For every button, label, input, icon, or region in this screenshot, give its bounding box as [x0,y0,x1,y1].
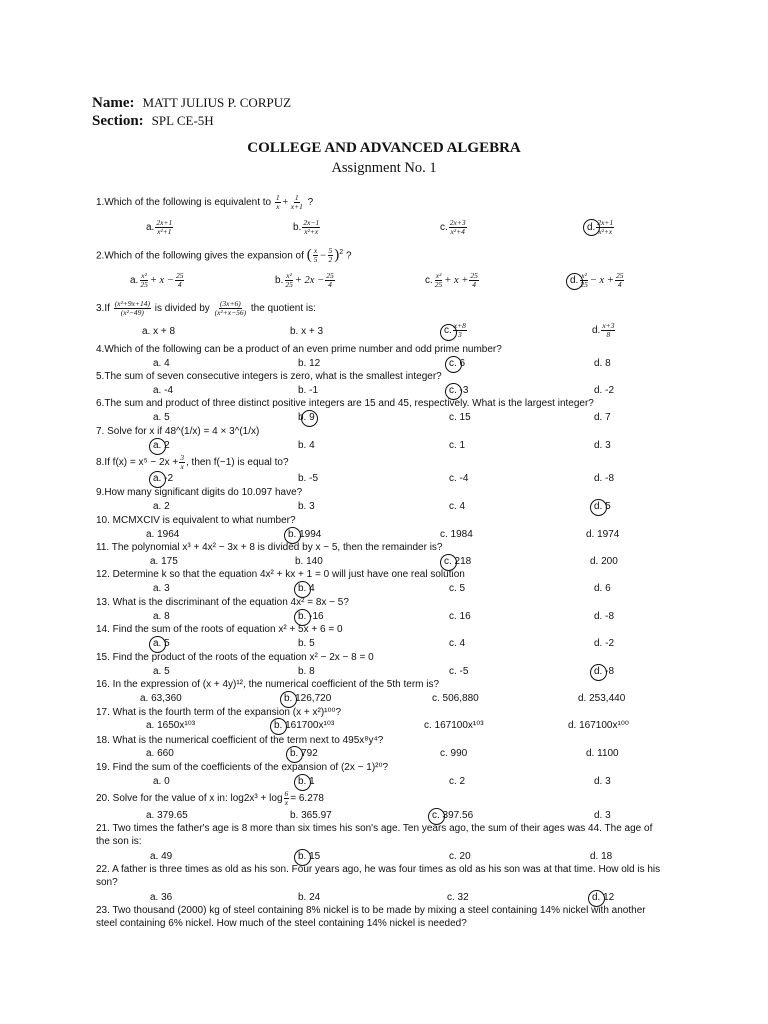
q7-option-b: b. 4 [298,440,315,451]
q20-option-c: c. 397.56 [432,810,474,821]
question-16: 16. In the expression of (x + 4y)¹², the numerical coefficient of the 5th term is? [96,679,440,690]
question-5: 5.The sum of seven consecutive integers is zero, what is the smallest integer? [96,371,442,382]
q19-option-a: a. 0 [153,776,170,787]
question-13: 13. What is the discriminant of the equation 4x² = 8x − 5? [96,597,349,608]
q5-option-b: b. -1 [298,385,319,396]
q9-option-b: b. 3 [298,501,315,512]
q2-option-b: b. $\frac{\text{x²}}{25}$ + 2x − $\frac{25}{4}$ [275,271,334,289]
student-name: MATT JULIUS P. CORPUZ [142,95,292,110]
q19-option-c: c. 2 [449,776,466,787]
q20-option-a: a. 379.65 [146,810,188,821]
q3-option-b: b. x + 3 [290,326,324,337]
q17-option-a: a. 1650x¹⁰³ [146,720,196,731]
document-subtitle: Assignment No. 1 [331,160,437,176]
answer-circle [440,324,457,341]
q20-option-b: b. 365.97 [290,810,332,821]
q14-option-b: b. 5 [298,638,315,649]
q22-option-c: c. 32 [447,892,469,903]
question-6: 6.The sum and product of three distinct positive integers are 15 and 45, respectively. What is the largest integer? [96,398,594,409]
q16-option-d: d. 253,440 [578,693,626,704]
question-3: 3.If $\frac{\text{(x²+9x+14)}}{\text{(x²−49)}}$ is divided by $\frac{(3x+6)}{\text{(x²+x−56)}}$ the quotient is: [96,299,316,317]
q11-option-b: b. 140 [295,556,323,567]
q11-option-a: a. 175 [150,556,178,567]
q2-option-d: d. $\frac{\text{x²}}{25}$ − x + $\frac{25}{4}$ [570,271,624,289]
q21-option-d: d. 18 [590,851,613,862]
q11-option-d: d. 200 [590,556,618,567]
section-label: Section: [92,113,144,129]
answer-circle [294,774,311,791]
q7-option-c: c. 1 [449,440,466,451]
q8-option-c: c. -4 [449,473,469,484]
q12-option-d: d. 6 [594,583,611,594]
q17-option-c: c. 167100x¹⁰³ [424,720,484,731]
q4-option-d: d. 8 [594,358,611,369]
q4-option-c: c. 6 [449,358,466,369]
question-2: 2.Which of the following gives the expansion of ( $\frac{x}{5}$ − $\frac{5}{2}$ )$^2$ ? [96,246,352,265]
q16-option-a: a. 63,360 [140,693,182,704]
answer-circle [566,273,583,290]
q1-option-a: a. $\frac{2x+1}{\text{x²+1}}$ [146,218,173,236]
q6-option-c: c. 15 [449,412,471,423]
answer-circle [583,219,600,236]
question-8: 8.If f(x) = x⁵ − 2x + $\frac{3}{x}$ , then f(−1) is equal to? [96,453,289,471]
q1-option-d: d. $\frac{2x+1}{\text{x²+x}}$ [587,218,614,236]
q22-option-a: a. 36 [150,892,173,903]
q8-option-b: b. -5 [298,473,319,484]
q9-option-d: d. 5 [594,501,611,512]
question-4: 4.Which of the following can be a product of an even prime number and odd prime number? [96,344,502,355]
q18-option-a: a. 660 [146,748,174,759]
q6-option-d: d. 7 [594,412,611,423]
q1-option-c: c. $\frac{2x+3}{\text{x²+4}}$ [440,218,466,236]
q19-option-d: d. 3 [594,776,611,787]
question-7: 7. Solve for x if 48^(1/x) = 4 × 3^(1/x) [96,426,260,437]
q10-option-a: a. 1964 [146,529,180,540]
question-9: 9.How many significant digits do 10.097 have? [96,487,303,498]
q2-option-c: c. $\frac{\text{x²}}{25}$ + x + $\frac{25}{4}$ [425,271,478,289]
q2-option-a: a. $\frac{\text{x²}}{25}$ + x − $\frac{25}{4}$ [130,271,184,289]
q10-option-b: b. 1994 [288,529,322,540]
q18-option-b: b. 792 [290,748,318,759]
q14-option-a: a. 5 [153,638,170,649]
question-23: 23. Two thousand (2000) kg of steel containing 8% nickel is to be made by mixing a steel containing 14% nickel with another steel containing 6% nickel. How much of the steel containing 14% nickel is needed? [96,905,646,929]
name-line [92,94,291,112]
q8-option-a: a. -2 [153,473,174,484]
q21-option-b: b. 15 [298,851,321,862]
q6-option-b: b. 9 [298,412,315,423]
section-line [92,112,214,130]
q4-option-b: b. 12 [298,358,321,369]
q13-option-d: d. -8 [594,611,615,622]
q19-option-b: b. 1 [298,776,315,787]
question-10: 10. MCMXCIV is equivalent to what number? [96,515,296,526]
question-1: 1.Which of the following is equivalent to $\frac{1}{x}$ + $\frac{1}{x+1}$ ? [96,193,314,211]
q5-option-a: a. -4 [153,385,174,396]
q22-option-b: b. 24 [298,892,321,903]
document-title: COLLEGE AND ADVANCED ALGEBRA [247,140,521,156]
q16-option-c: c. 506,880 [432,693,479,704]
q15-option-b: b. 8 [298,666,315,677]
q21-option-c: c. 20 [449,851,471,862]
q15-option-c: c. -5 [449,666,469,677]
question-19: 19. Find the sum of the coefficients of the expansion of (2x − 1)²⁰? [96,762,389,773]
q3-option-c: c. $\frac{x+8}{3}$ [444,321,466,339]
section-value: SPL CE-5H [151,113,214,128]
q14-option-c: c. 4 [449,638,466,649]
q17-option-b: b. 161700x¹⁰³ [274,720,335,731]
q9-option-c: c. 4 [449,501,466,512]
q10-option-c: c. 1984 [440,529,473,540]
q4-option-a: a. 4 [153,358,170,369]
answer-circle [149,438,166,455]
q7-option-d: d. 3 [594,440,611,451]
q18-option-d: d. 1100 [586,748,619,759]
q9-option-a: a. 2 [153,501,170,512]
question-18: 18. What is the numerical coefficient of the term next to 495x⁸y⁴? [96,735,384,746]
q16-option-b: b. 126,720 [284,693,332,704]
q1-option-b: b. $\frac{2x-1}{\text{x²+x}}$ [293,218,320,236]
q12-option-b: b. 4 [298,583,315,594]
name-label: Name: [92,95,135,111]
question-17: 17. What is the fourth term of the expansion (x + x²)¹⁰⁰? [96,707,342,718]
question-22: 22. A father is three times as old as his son. Four years ago, he was four times as old as his son was at that time. How old is his son? [96,864,661,888]
q22-option-d: d. 12 [592,892,615,903]
q10-option-d: d. 1974 [586,529,620,540]
q14-option-d: d. -2 [594,638,615,649]
q8-option-d: d. -8 [594,473,615,484]
q11-option-c: c. 218 [444,556,472,567]
question-21: 21. Two times the father's age is 8 more than six times his son's age. Ten years ago, the sum of their ages was 44. The age of the son is: [96,823,653,847]
q13-option-c: c. 16 [449,611,471,622]
q6-option-a: a. 5 [153,412,170,423]
q12-option-c: c. 5 [449,583,466,594]
q3-option-d: d. $\frac{x+3}{8}$ [592,321,615,339]
q3-option-a: a. x + 8 [142,326,176,337]
q17-option-d: d. 167100x¹⁰⁰ [568,720,629,731]
q7-option-a: a. 2 [153,440,170,451]
q21-option-a: a. 49 [150,851,173,862]
question-15: 15. Find the product of the roots of the equation x² − 2x − 8 = 0 [96,652,374,663]
q5-option-d: d. -2 [594,385,615,396]
q5-option-c: c. -3 [449,385,469,396]
q12-option-a: a. 3 [153,583,170,594]
question-20: 20. Solve for the value of x in: log2x³ + log $\frac{6}{x}$ = 6.278 [96,789,324,807]
q18-option-c: c. 990 [440,748,468,759]
q13-option-a: a. 8 [153,611,170,622]
question-14: 14. Find the sum of the roots of equation x² + 5x + 6 = 0 [96,624,343,635]
question-12: 12. Determine k so that the equation 4x² + kx + 1 = 0 will just have one real solution [96,569,465,580]
q20-option-d: d. 3 [594,810,611,821]
q15-option-a: a. 5 [153,666,170,677]
answer-circle [270,718,287,735]
q13-option-b: b. -16 [298,611,324,622]
question-11: 11. The polynomial x³ + 4x² − 3x + 8 is divided by x − 5, then the remainder is? [96,542,443,553]
q15-option-d: d. -8 [594,666,615,677]
